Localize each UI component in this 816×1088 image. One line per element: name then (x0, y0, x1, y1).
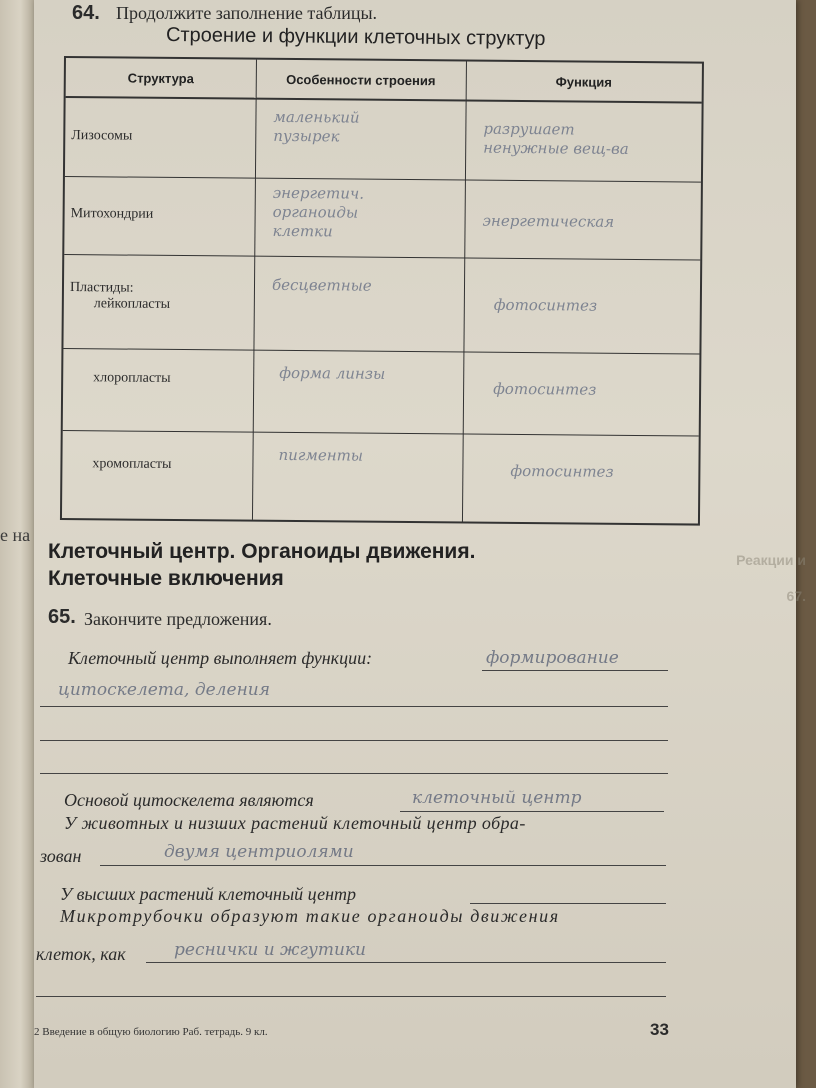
prompt-cell-center-functions: Клеточный центр выполняет функции: (68, 648, 373, 668)
answer-handwritten: реснички и жгутики (174, 940, 366, 960)
cell-structure: Пластиды: (69, 280, 134, 296)
cell-structure: Лизосомы (71, 128, 133, 144)
cell-structure: хлоропласты (93, 370, 171, 386)
cell-features-handwritten: пигменты (278, 445, 364, 465)
prompt-cytoskeleton-basis: Основой цитоскелета являются (64, 790, 314, 810)
adjacent-page-edge (0, 0, 34, 1088)
structures-table (60, 56, 704, 526)
cell-features-handwritten: маленький пузырек (273, 107, 360, 146)
bleed-through-text: Реакции и (736, 552, 806, 568)
task-64-number: 64. (72, 2, 100, 24)
prompt-microtubules-cont: клеток, как (36, 944, 126, 964)
adjacent-page-text: е на (0, 525, 31, 545)
cell-function-handwritten: фотосинтез (510, 461, 614, 481)
answer-handwritten: двумя центриолями (164, 842, 354, 862)
task-65-instruction: Закончите предложения. (84, 609, 272, 629)
header-function: Функция (466, 62, 702, 104)
answer-line (400, 811, 664, 812)
answer-line (470, 903, 666, 904)
answer-line (40, 740, 668, 741)
workbook-page (34, 0, 806, 1088)
cell-structure: Митохондрии (70, 206, 154, 222)
answer-handwritten: формирование (486, 648, 619, 668)
bleed-through-text: 67. (786, 588, 806, 604)
cell-function-handwritten: энергетическая (482, 211, 615, 231)
section-heading-line-1: Клеточный центр. Органоиды движения. (48, 540, 476, 563)
cell-function-handwritten: фотосинтез (493, 295, 598, 315)
answer-line (146, 962, 666, 963)
row-divider (63, 348, 699, 355)
row-divider (63, 430, 699, 437)
task-64-instruction: Продолжите заполнение таблицы. (116, 3, 378, 23)
cell-structure-sub: лейкопласты (93, 296, 171, 312)
answer-line (40, 773, 668, 774)
prompt-higher-plants: У высших растений клеточный центр (60, 884, 357, 904)
cell-features-handwritten: форма линзы (279, 363, 386, 383)
answer-handwritten: цитоскелета, деления (58, 680, 270, 700)
answer-handwritten: клеточный центр (412, 788, 582, 808)
row-divider (65, 176, 701, 183)
section-heading (48, 538, 475, 592)
answer-line (36, 996, 666, 997)
cell-features-handwritten: бесцветные (271, 275, 372, 295)
row-divider (64, 254, 700, 261)
header-structure: Структура (66, 58, 256, 100)
header-features: Особенности строения (256, 60, 466, 102)
cell-function-handwritten: разрушает ненужные вещ-ва (483, 119, 629, 158)
page-number: 33 (650, 1020, 669, 1039)
cell-features-handwritten: энергетич. органоиды клетки (272, 183, 365, 241)
table-divider (462, 62, 467, 522)
table-title: Строение и функции клеточных структур (165, 24, 546, 50)
cell-structure: хромопласты (92, 456, 172, 472)
answer-line (482, 670, 668, 671)
section-heading-line-2: Клеточные включения (48, 567, 284, 590)
answer-line (40, 706, 668, 707)
table-divider (252, 60, 257, 520)
prompt-microtubules: Микротрубочки образуют такие органоиды движения (60, 906, 560, 926)
task-65-number: 65. (48, 606, 76, 628)
prompt-animal-cell-center-cont: зован (40, 846, 82, 866)
cell-function-handwritten: фотосинтез (493, 379, 597, 399)
answer-line (100, 865, 666, 866)
prompt-animal-cell-center: У животных и низших растений клеточный центр обра- (64, 813, 526, 833)
footer-credit: 2 Введение в общую биологию Раб. тетрадь. 9 кл. (34, 1026, 268, 1038)
